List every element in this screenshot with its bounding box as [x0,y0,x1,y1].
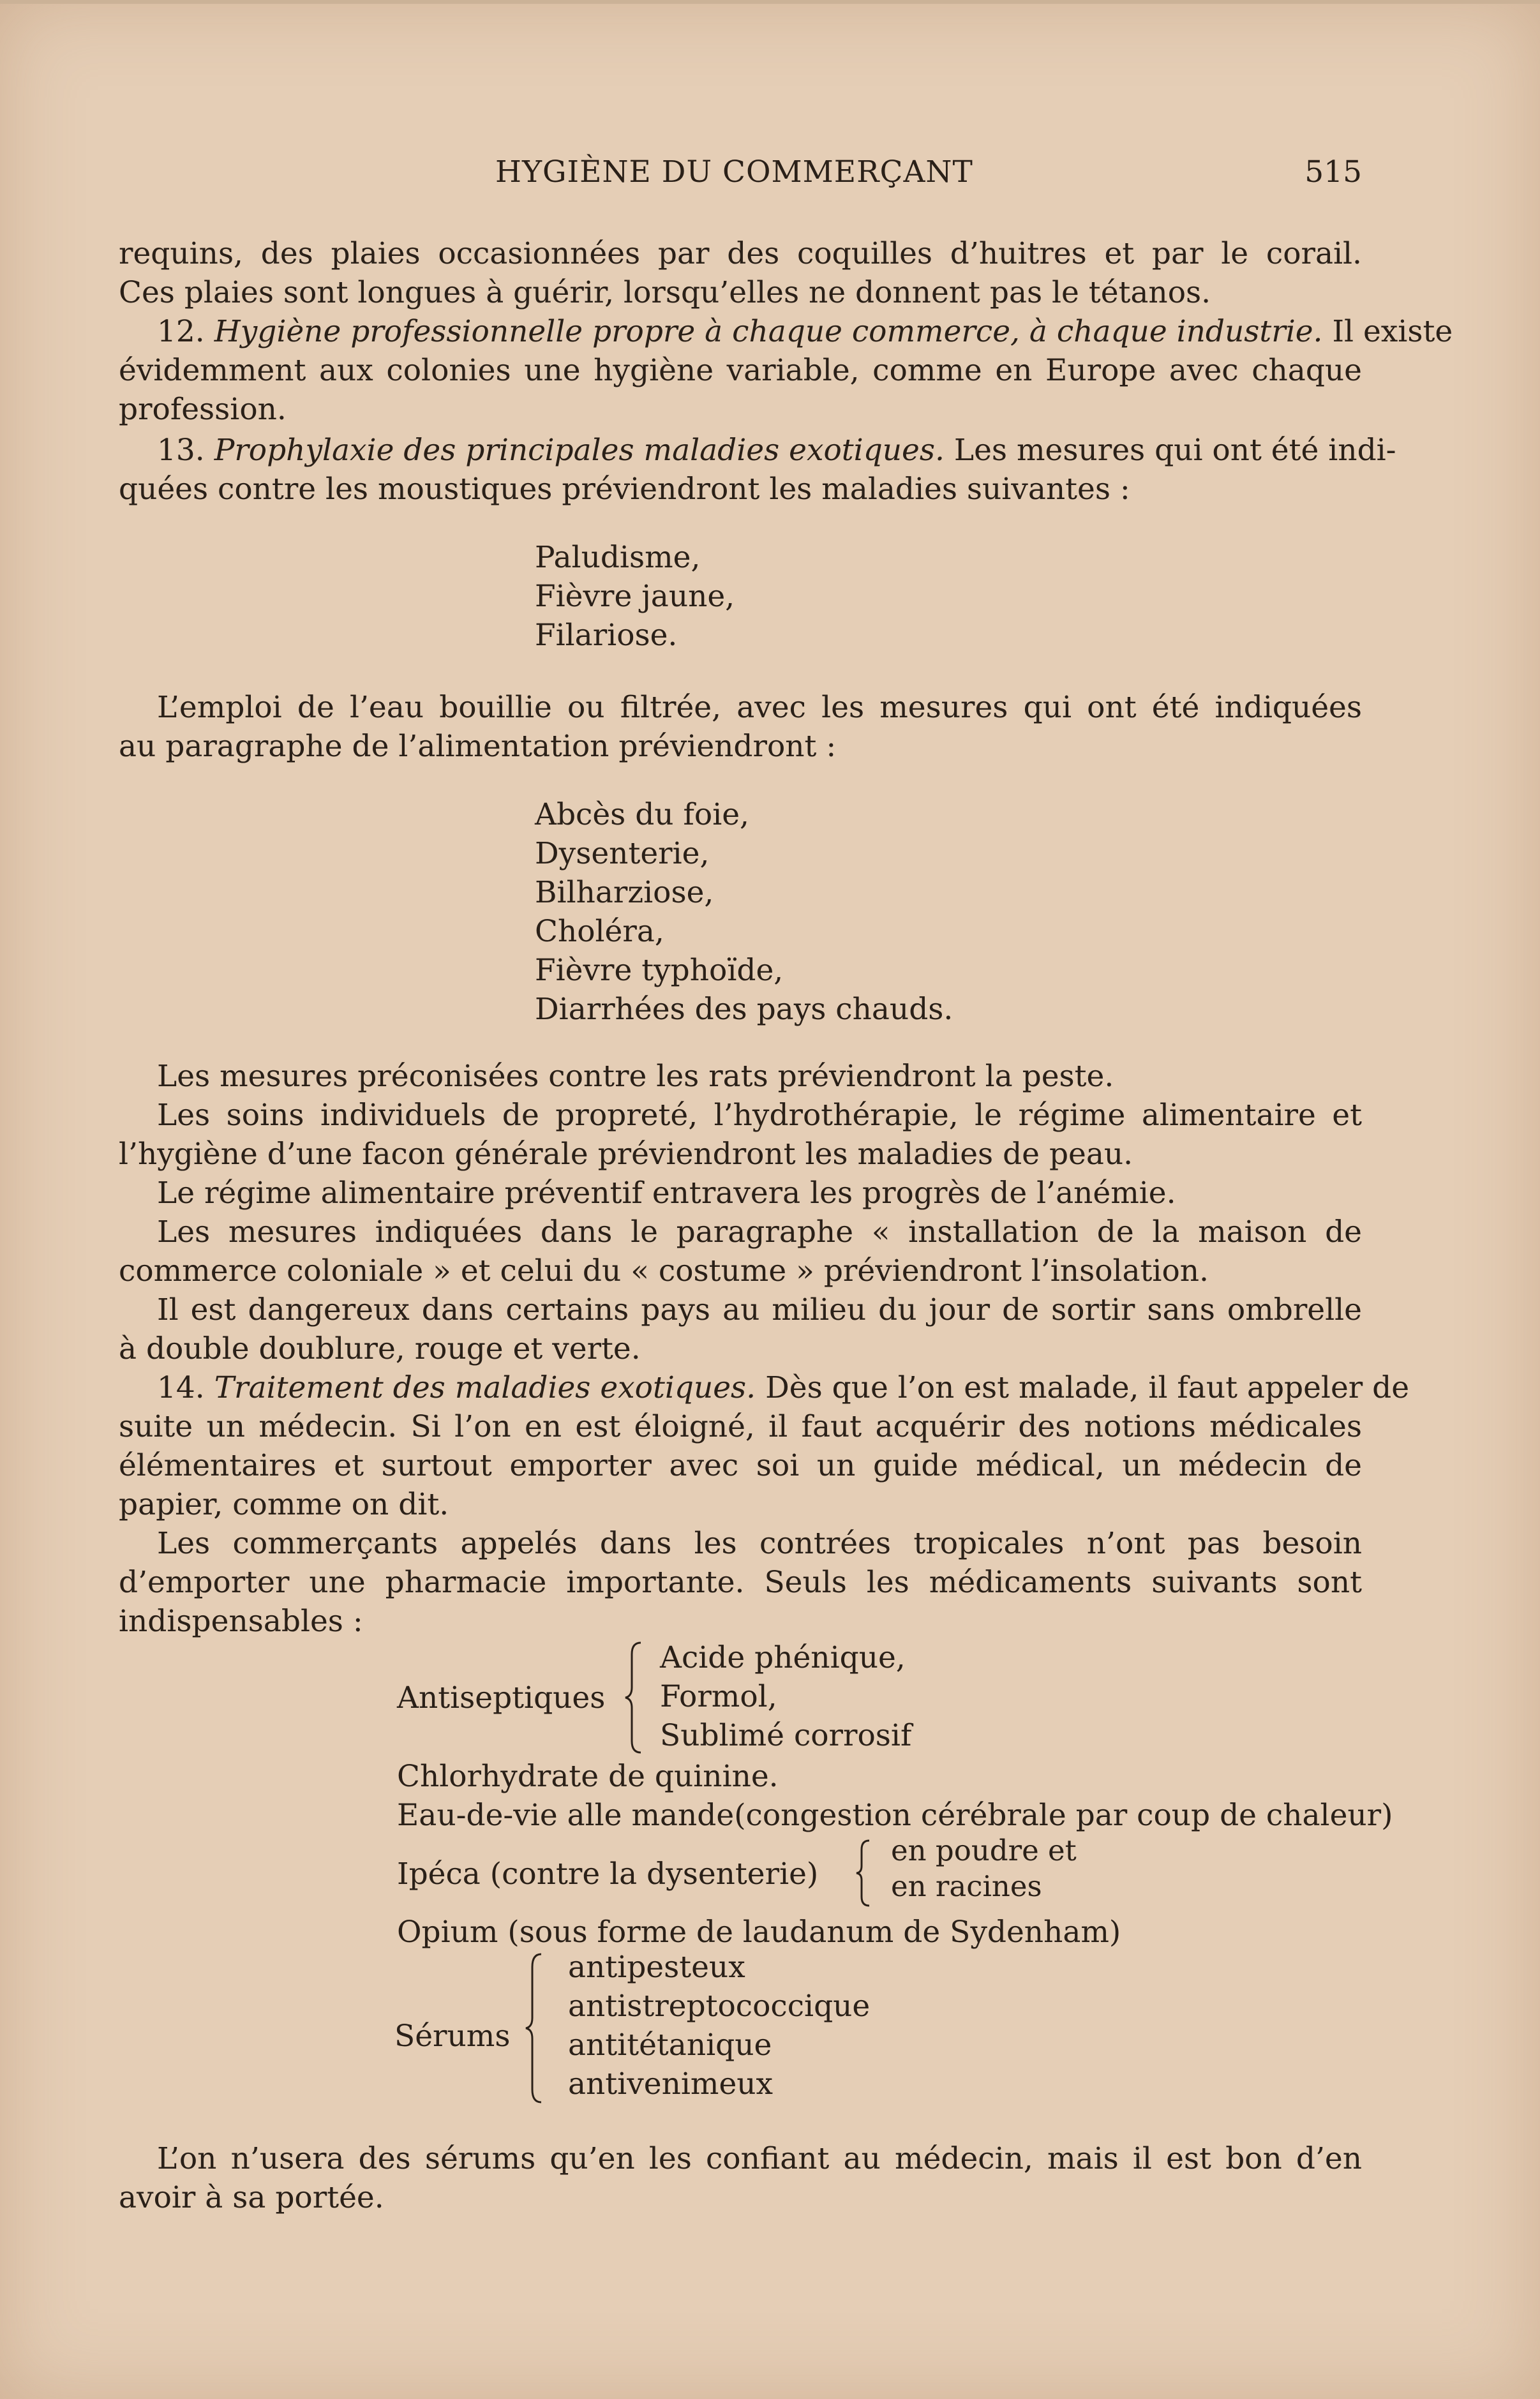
eau-de-vie-item: Eau-de-vie alle mande(congestion cérébrale par coup de chaleur) [397,1798,1393,1833]
text-line: au paragraphe de l’alimentation préviendront : [119,729,837,764]
section-14-first-line [119,1368,1410,1407]
list-item: en poudre et [891,1834,1077,1867]
list-item: Paludisme, [535,540,701,575]
antiseptiques-items [660,1638,911,1755]
section-12-number: 12. [157,314,205,349]
paragraph-eau [119,688,1362,766]
running-title: HYGIÈNE DU COMMERÇANT [495,154,973,190]
list-maladies-moustiques [535,538,735,655]
text-line: l’hygiène d’une facon générale préviendront les maladies de peau. [119,1137,1133,1172]
paragraphs-mesures [119,1057,1362,1368]
chlorhydrate-item: Chlorhydrate de quinine. [397,1759,779,1794]
list-item: antistreptococcique [568,1989,871,2024]
list-item: Filariose. [535,618,678,653]
text-line: avoir à sa portée. [119,2180,384,2215]
text-line: Les mesures indiquées dans le paragraphe « installation de la maison de [157,1214,1362,1250]
list-item: Dysenterie, [535,836,710,871]
serums-items [568,1948,870,2104]
list-item: antitétanique [568,2028,772,2063]
text-line: évidemment aux colonies une hygiène variable, comme en Europe avec chaque [119,353,1362,388]
page-number: 515 [1305,154,1362,190]
section-13-heading: Prophylaxie des principales maladies exotiques. [214,433,945,468]
ipeca-label: Ipéca (contre la dysenterie) [397,1857,819,1892]
ipeca-forms [891,1833,1077,1904]
text-line: papier, comme on dit. [119,1487,449,1522]
section-13 [119,431,1396,509]
section-13-number: 13. [157,433,205,468]
text-line: profession. [119,392,287,427]
paragraph-pharmacie [119,1524,1362,1641]
list-item: Formol, [660,1679,777,1714]
text-line: indispensables : [119,1604,363,1639]
section-12 [119,312,1453,429]
list-maladies-eau [535,795,953,1029]
page-top-edge [0,0,1540,4]
text-line-rest: Il existe [1332,314,1453,349]
brace-serums-icon [523,1952,546,2105]
text-line: commerce coloniale » et celui du « costume » préviendront l’insolation. [119,1253,1209,1289]
text-line: Le régime alimentaire préventif entravera les progrès de l’anémie. [157,1176,1176,1211]
text-line-rest: Dès que l’on est malade, il faut appeler de [765,1370,1410,1405]
list-item: antivenimeux [568,2066,774,2102]
list-item: Choléra, [535,914,664,949]
text-line: Il est dangereux dans certains pays au milieu du jour de sortir sans ombrelle [157,1292,1362,1327]
brace-antiseptiques-icon [623,1640,646,1755]
list-item: en racines [891,1869,1042,1903]
serums-label: Sérums [394,2019,511,2054]
list-item: Bilharziose, [535,875,714,910]
text-line: requins, des plaies occasionnées par des coquilles d’huitres et par le corail. [119,236,1362,271]
text-line: Ces plaies sont longues à guérir, lorsqu’elles ne donnent pas le tétanos. [119,275,1211,310]
text-line: élémentaires et surtout emporter avec soi un guide médical, un médecin de [119,1448,1362,1483]
paragraph-final [119,2139,1362,2217]
list-item: Fièvre typhoïde, [535,953,784,988]
text-line: Les commerçants appelés dans les contrées tropicales n’ont pas besoin [157,1526,1362,1561]
text-line: L’on n’usera des sérums qu’en les confiant au médecin, mais il est bon d’en [157,2141,1362,2176]
section-14-heading: Traitement des maladies exotiques. [214,1370,756,1405]
list-item: Fièvre jaune, [535,579,735,614]
list-item: Abcès du foie, [535,797,749,832]
opium-item: Opium (sous forme de laudanum de Sydenham) [397,1915,1121,1950]
antiseptiques-label: Antiseptiques [397,1680,606,1715]
paragraph-plaies [119,234,1362,312]
section-14-number: 14. [157,1370,205,1405]
section-13-first-line [119,431,1396,470]
section-14 [119,1368,1410,1524]
text-line: Les mesures préconisées contre les rats préviendront la peste. [157,1059,1114,1094]
text-line-rest: Les mesures qui ont été indi- [953,433,1396,468]
text-line: suite un médecin. Si l’on en est éloigné, il faut acquérir des notions médicales [119,1409,1362,1444]
section-12-heading: Hygiène professionnelle propre à chaque commerce, à chaque industrie. [214,314,1323,349]
text-line: à double doublure, rouge et verte. [119,1331,641,1366]
section-12-first-line [119,312,1453,351]
list-item: Acide phénique, [660,1640,906,1675]
text-line: Les soins individuels de propreté, l’hydrothérapie, le régime alimentaire et [157,1098,1362,1133]
brace-ipeca-icon [854,1838,873,1908]
list-item: Sublimé corrosif [660,1718,912,1753]
text-line: quées contre les moustiques préviendront les maladies suivantes : [119,472,1130,507]
list-item: antipesteux [568,1950,745,1985]
text-line: d’emporter une pharmacie importante. Seuls les médicaments suivants sont [119,1565,1362,1600]
list-item: Diarrhées des pays chauds. [535,992,953,1027]
text-line: L’emploi de l’eau bouillie ou filtrée, avec les mesures qui ont été indiquées [157,690,1362,725]
